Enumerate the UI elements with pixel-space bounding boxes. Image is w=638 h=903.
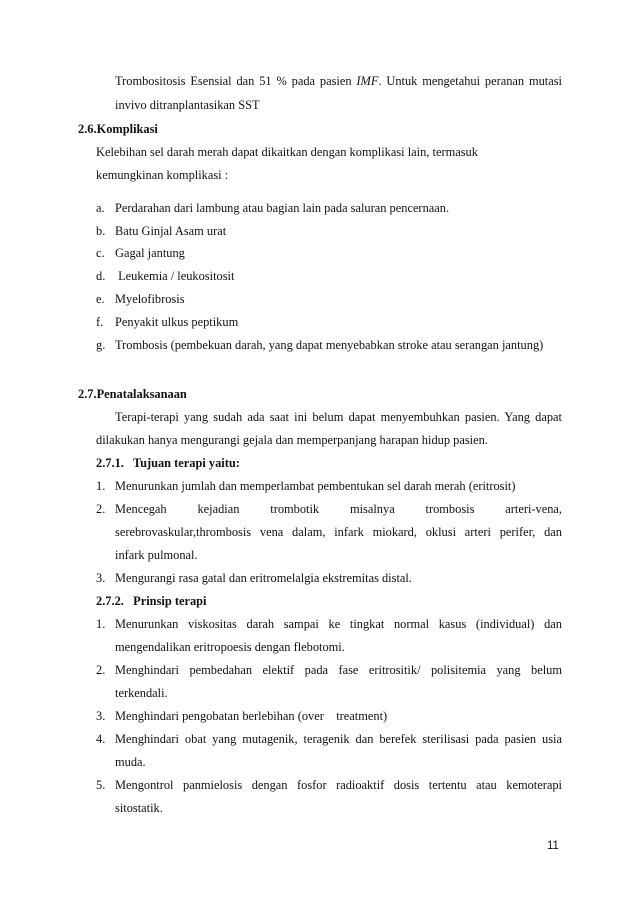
list-item: Mengurangi rasa gatal dan eritromelalgia ekstremitas distal. xyxy=(115,571,412,585)
list-marker: d. xyxy=(96,269,106,283)
list-marker: e. xyxy=(96,292,105,306)
list-marker: a. xyxy=(96,201,105,215)
intro-line-2: invivo ditranplantasikan SST xyxy=(115,98,260,112)
subsection-heading-tujuan: 2.7.1. Tujuan terapi yaitu: xyxy=(96,456,240,470)
list-marker: 3. xyxy=(96,709,106,723)
list-item: Penyakit ulkus peptikum xyxy=(115,315,239,329)
list-marker: b. xyxy=(96,224,106,238)
intro-line-1: Trombositosis Esensial dan 51 % pada pasien IMF. Untuk mengetahui peranan mutasi xyxy=(115,74,562,88)
list-marker: 5. xyxy=(96,778,106,792)
penatalaksanaan-para-line-2: dilakukan hanya mengurangi gejala dan memperpanjang harapan hidup pasien. xyxy=(96,433,488,447)
list-item-continuation: terkendali. xyxy=(115,686,168,700)
list-item: Trombosis (pembekuan darah, yang dapat menyebabkan stroke atau serangan jantung) xyxy=(115,338,544,352)
list-marker: 1. xyxy=(96,617,106,631)
list-item-continuation: sitostatik. xyxy=(115,801,163,815)
list-marker: 3. xyxy=(96,571,106,585)
list-item: Mengontrol panmielosis dengan fosfor radioaktif dosis tertentu atau kemoterapi xyxy=(115,778,562,792)
list-item: Batu Ginjal Asam urat xyxy=(115,224,227,238)
section-heading-penatalaksanaan: 2.7.Penatalaksanaan xyxy=(78,387,187,401)
komplikasi-para-line-2: kemungkinan komplikasi : xyxy=(96,168,229,182)
list-marker: 2. xyxy=(96,502,106,516)
list-item: Leukemia / leukositosit xyxy=(115,269,235,283)
list-marker: c. xyxy=(96,246,105,260)
list-item-continuation: muda. xyxy=(115,755,146,769)
list-item: Perdarahan dari lambung atau bagian lain pada saluran pencernaan. xyxy=(115,201,450,215)
list-item: Menurunkan viskositas darah sampai ke tingkat normal kasus (individual) dan xyxy=(115,617,562,631)
list-marker: 2. xyxy=(96,663,106,677)
penatalaksanaan-para-line-1: Terapi-terapi yang sudah ada saat ini belum dapat menyembuhkan pasien. Yang dapat xyxy=(115,410,562,424)
section-heading-komplikasi: 2.6.Komplikasi xyxy=(78,122,158,136)
list-item: Myelofibrosis xyxy=(115,292,185,306)
list-item-continuation: mengendalikan eritropoesis dengan flebotomi. xyxy=(115,640,345,654)
list-item: Mencegah kejadian trombotik misalnya trombosis arteri-vena, xyxy=(115,502,562,516)
list-item-continuation: serebrovaskular,thrombosis vena dalam, infark miokard, oklusi arteri perifer, dan xyxy=(115,525,562,539)
list-item: Menghindari pengobatan berlebihan (over treatment) xyxy=(115,709,388,723)
list-item: Gagal jantung xyxy=(115,246,185,260)
komplikasi-para-line-1: Kelebihan sel darah merah dapat dikaitkan dengan komplikasi lain, termasuk xyxy=(96,145,478,159)
list-marker: f. xyxy=(96,315,104,329)
list-item: Menghindari pembedahan elektif pada fase eritrositik/ polisitemia yang belum xyxy=(115,663,562,677)
imf-italic: IMF xyxy=(356,74,379,88)
list-marker: 1. xyxy=(96,479,106,493)
list-marker: g. xyxy=(96,338,106,352)
list-item: Menghindari obat yang mutagenik, teragenik dan berefek sterilisasi pada pasien usia xyxy=(115,732,562,746)
subsection-heading-prinsip: 2.7.2. Prinsip terapi xyxy=(96,594,207,608)
list-item: Menurunkan jumlah dan memperlambat pembentukan sel darah merah (eritrosit) xyxy=(115,479,516,493)
page-number: 11 xyxy=(547,840,559,852)
list-marker: 4. xyxy=(96,732,106,746)
list-item-continuation: infark pulmonal. xyxy=(115,548,198,562)
